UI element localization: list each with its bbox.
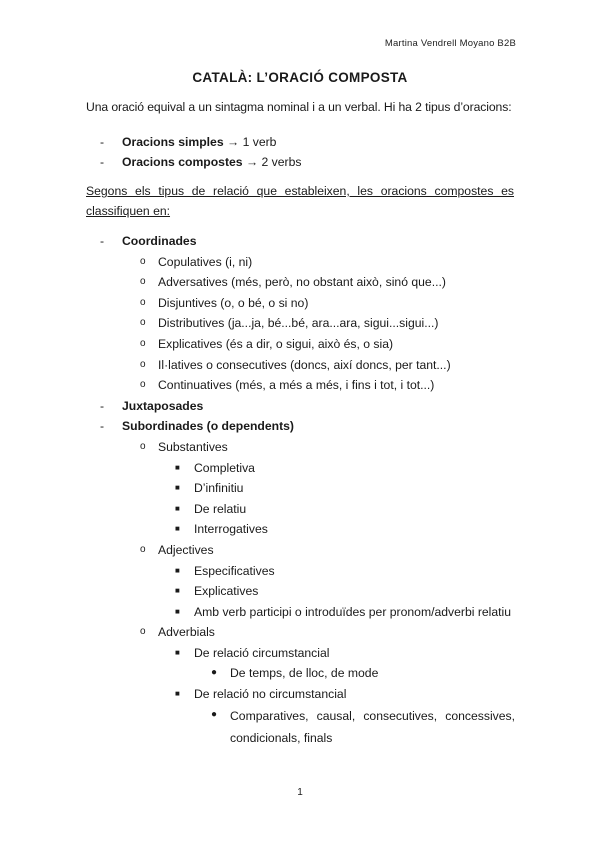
list-item-label: Continuatives (més, a més a més, i fins i tot, i tot...) bbox=[158, 378, 435, 393]
square-bullet-icon: ■ bbox=[175, 606, 180, 616]
list-item bbox=[0, 602, 600, 623]
square-bullet-icon: ■ bbox=[175, 647, 180, 657]
square-bullet-icon: ■ bbox=[175, 524, 180, 534]
list-item-label: Adjectives bbox=[158, 542, 214, 557]
list-item-label: Especificatives bbox=[194, 563, 275, 578]
circle-bullet-icon: o bbox=[140, 358, 146, 370]
list-item bbox=[0, 561, 600, 582]
outline-item-coordinades bbox=[0, 231, 600, 252]
circle-bullet-icon: o bbox=[140, 440, 146, 452]
list-item bbox=[100, 132, 302, 152]
list-item bbox=[0, 313, 600, 334]
list-item bbox=[0, 622, 600, 643]
list-item bbox=[0, 252, 600, 273]
list-item-label: Comparatives, causal, consecutives, concessives, condicionals, finals bbox=[230, 708, 515, 745]
square-bullet-icon: ■ bbox=[175, 586, 180, 596]
circle-bullet-icon: o bbox=[140, 276, 146, 288]
outline-item-subordinades bbox=[0, 416, 600, 437]
list-item-label: Disjuntives (o, o bé, o si no) bbox=[158, 295, 309, 310]
list-item bbox=[0, 663, 600, 684]
list-item-label: Il·latives o consecutives (doncs, així doncs, per tant...) bbox=[158, 357, 451, 372]
term-detail: → 1 verb bbox=[223, 135, 277, 149]
list-item-label: Adverbials bbox=[158, 625, 215, 640]
list-item bbox=[0, 293, 600, 314]
list-item bbox=[0, 375, 600, 396]
square-bullet-icon: ■ bbox=[175, 565, 180, 575]
outline-item-juxtaposades bbox=[0, 396, 600, 417]
square-bullet-icon: ■ bbox=[175, 462, 180, 472]
classification-intro: Segons els tipus de relació que estableixen, les oracions compostes es classifiquen en: bbox=[86, 184, 514, 218]
term-bold: Oracions compostes bbox=[122, 155, 243, 169]
list-item-label: De temps, de lloc, de mode bbox=[230, 666, 379, 681]
square-bullet-icon: ■ bbox=[175, 689, 180, 699]
term-detail: → 2 verbs bbox=[242, 155, 302, 169]
list-item bbox=[0, 334, 600, 355]
sentence-types-list bbox=[100, 132, 302, 172]
list-item-label: Explicatives bbox=[194, 584, 259, 599]
outline-label: Juxtaposades bbox=[122, 398, 204, 413]
outline-label: Coordinades bbox=[122, 234, 197, 248]
list-item bbox=[0, 499, 600, 520]
list-item bbox=[0, 684, 600, 705]
classification-outline bbox=[0, 231, 600, 749]
circle-bullet-icon: o bbox=[140, 317, 146, 329]
list-item bbox=[0, 519, 600, 540]
page-header-author: Martina Vendrell Moyano B2B bbox=[384, 38, 516, 49]
list-item-label: De relació no circumstancial bbox=[194, 687, 347, 702]
dash-bullet: - bbox=[100, 135, 105, 149]
list-item-label: Interrogatives bbox=[194, 522, 268, 537]
circle-bullet-icon: o bbox=[140, 337, 146, 349]
intro-paragraph: Una oració equival a un sintagma nominal i a un verbal. Hi ha 2 tipus d’oracions: bbox=[86, 100, 512, 114]
list-item bbox=[0, 643, 600, 664]
document-title: CATALÀ: L’ORACIÓ COMPOSTA bbox=[192, 70, 408, 85]
list-item-label: Copulatives (i, ni) bbox=[158, 254, 253, 269]
outline-label: Subordinades (o dependents) bbox=[122, 419, 294, 434]
circle-bullet-icon: o bbox=[140, 543, 146, 555]
round-bullet-icon: ● bbox=[211, 667, 218, 679]
round-bullet-icon: ● bbox=[211, 708, 218, 720]
list-item bbox=[0, 581, 600, 602]
list-item-label: Explicatives (és a dir, o sigui, això és, o sia) bbox=[158, 336, 394, 351]
list-item-label: Completiva bbox=[194, 460, 255, 475]
list-item-label: D’infinitiu bbox=[194, 481, 244, 496]
list-item-label: De relatiu bbox=[194, 501, 247, 516]
circle-bullet-icon: o bbox=[140, 626, 146, 638]
dash-bullet: - bbox=[100, 155, 105, 169]
circle-bullet-icon: o bbox=[140, 379, 146, 391]
list-item-label: De relació circumstancial bbox=[194, 645, 330, 660]
list-item bbox=[0, 540, 600, 561]
page-number: 1 bbox=[297, 787, 303, 798]
square-bullet-icon: ■ bbox=[175, 503, 180, 513]
list-item-label: Adversatives (més, però, no obstant això, sinó que...) bbox=[158, 275, 446, 290]
circle-bullet-icon: o bbox=[140, 296, 146, 308]
square-bullet-icon: ■ bbox=[175, 483, 180, 493]
list-item-label: Amb verb participi o introduïdes per pronom/adverbi relatiu bbox=[194, 604, 512, 619]
list-item bbox=[0, 437, 600, 458]
list-item bbox=[0, 458, 600, 479]
list-item-label: Distributives (ja...ja, bé...bé, ara...ara, sigui...sigui...) bbox=[158, 316, 439, 331]
term-bold: Oracions simples bbox=[122, 135, 224, 149]
list-item bbox=[0, 478, 600, 499]
dash-bullet: - bbox=[100, 234, 105, 248]
list-item bbox=[0, 355, 600, 376]
list-item bbox=[100, 152, 302, 172]
list-item-label: Substantives bbox=[158, 439, 228, 454]
dash-bullet: - bbox=[100, 419, 105, 434]
dash-bullet: - bbox=[100, 398, 105, 413]
circle-bullet-icon: o bbox=[140, 255, 146, 267]
list-item bbox=[0, 272, 600, 293]
list-item bbox=[0, 705, 600, 749]
